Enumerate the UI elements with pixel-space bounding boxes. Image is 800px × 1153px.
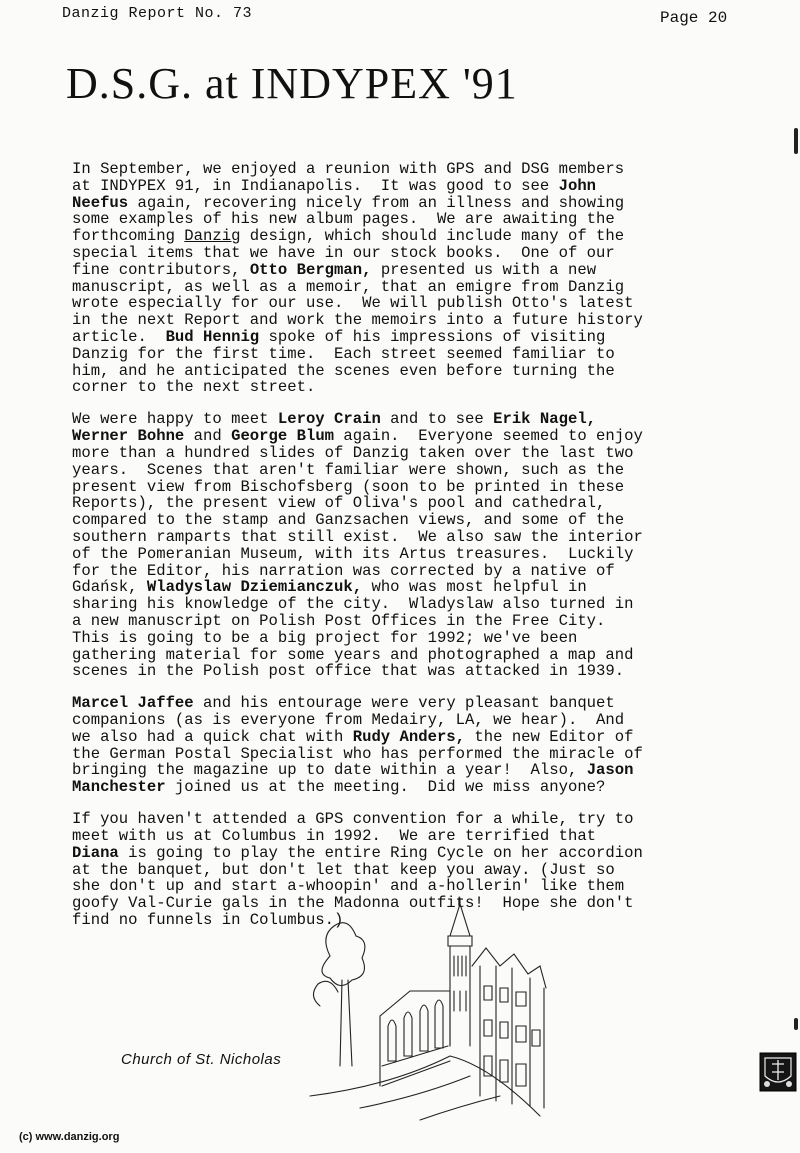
text-run: she don't up and start a-whoopin' and a-hollerin' like them (72, 877, 625, 896)
text-run: and to see (380, 410, 494, 429)
person-name: Manchester (72, 778, 166, 797)
text-line (72, 811, 732, 828)
underlined-term: Danzig (184, 227, 241, 246)
person-name: Leroy Crain (277, 410, 381, 429)
person-name: Otto Bergman, (249, 260, 372, 279)
text-line (72, 647, 732, 664)
text-run: at INDYPEX 91, in Indianapolis. It was good to see (72, 176, 559, 195)
person-name: Jason (586, 761, 634, 780)
text-line (72, 195, 732, 212)
text-run: southern ramparts that still exist. We also saw the interior (72, 527, 643, 546)
text-run: the German Postal Specialist who has performed the miracle of (72, 744, 643, 763)
text-run: bringing the magazine up to date within a year! Also, (72, 761, 587, 780)
text-run: presented us with a new (371, 260, 597, 279)
text-run: years. Scenes that aren't familiar were shown, such as the (72, 460, 625, 479)
text-line (72, 295, 732, 312)
text-line (72, 779, 732, 796)
danzig-seal-icon (759, 1052, 797, 1092)
person-name: Bud Hennig (165, 327, 260, 346)
article-title: D.S.G. at INDYPEX '91 (66, 59, 518, 108)
text-run: we also had a quick chat with (72, 727, 353, 746)
text-line (72, 579, 732, 596)
text-run: and his entourage were very pleasant banquet (193, 694, 615, 713)
text-run: design, which should include many of the (240, 227, 625, 246)
text-line (72, 228, 732, 245)
person-name: Marcel Jaffee (72, 694, 194, 713)
person-name: Erik Nagel, (493, 410, 597, 429)
text-run: fine contributors, (72, 260, 250, 279)
text-line (72, 245, 732, 262)
text-line (72, 512, 732, 529)
text-run: of the Pomeranian Museum, with its Artus treasures. Luckily (72, 544, 634, 563)
text-line (72, 630, 732, 647)
text-line (72, 746, 732, 763)
text-line (72, 712, 732, 729)
text-run: again. Everyone seemed to enjoy (334, 427, 643, 446)
text-run: goofy Val-Curie gals in the Madonna outfits! Hope she don't (72, 894, 634, 913)
text-line (72, 178, 732, 195)
text-line (72, 729, 732, 746)
copyright-footer: (c) www.danzig.org (19, 1131, 120, 1143)
text-line (72, 411, 732, 428)
text-run: Reports), the present view of Oliva's pool and cathedral, (72, 494, 606, 513)
text-line (72, 862, 732, 879)
person-name: Neefus (72, 193, 129, 212)
text-run: joined us at the meeting. Did we miss anyone? (165, 778, 606, 797)
text-run: Danzig for the first time. Each street seemed familiar to (72, 344, 615, 363)
text-run: special items that we have in our stock books. One of our (72, 243, 615, 262)
text-run: and (184, 427, 232, 446)
church-sketch-icon (300, 896, 550, 1124)
text-line (72, 312, 732, 329)
text-line (72, 695, 732, 712)
person-name: Wladyslaw Dziemianczuk, (146, 578, 363, 597)
person-name: George Blum (231, 427, 335, 446)
text-line (72, 663, 732, 680)
text-line (72, 279, 732, 296)
text-run: him, and he anticipated the scenes even before turning the (72, 361, 615, 380)
body-paragraph (72, 161, 732, 396)
text-run: Gdańsk, (72, 578, 147, 597)
text-run: sharing his knowledge of the city. Wladyslaw also turned in (72, 595, 634, 614)
text-run: at the banquet, but don't let that keep you away. (Just so (72, 860, 615, 879)
text-run: forthcoming (72, 227, 185, 246)
text-line (72, 445, 732, 462)
text-run: scenes in the Polish post office that was attacked in 1939. (72, 662, 625, 681)
text-run: If you haven't attended a GPS convention for a while, try to (72, 810, 634, 829)
text-line (72, 462, 732, 479)
person-name: John (558, 176, 597, 195)
text-run: who was most helpful in (362, 578, 587, 597)
text-run: We were happy to meet (72, 410, 278, 429)
text-run: wrote especially for our use. We will publish Otto's latest (72, 294, 634, 313)
text-line (72, 161, 732, 178)
scan-edge-mark (794, 128, 798, 154)
text-line (72, 563, 732, 580)
text-line (72, 379, 732, 396)
text-run: a new manuscript on Polish Post Offices in the Free City. (72, 611, 606, 630)
text-run: for the Editor, his narration was corrected by a native of (72, 561, 615, 580)
report-header: Danzig Report No. 73 (62, 5, 253, 22)
text-line (72, 828, 732, 845)
text-run: present view from Bischofsberg (soon to be printed in these (72, 477, 625, 496)
person-name: Werner Bohne (72, 427, 185, 446)
text-run: compared to the stamp and Ganzsachen views, and some of the (72, 511, 625, 530)
text-run: meet with us at Columbus in 1992. We are terrified that (72, 827, 597, 846)
text-run: in the next Report and work the memoirs into a future history (72, 311, 643, 330)
text-line (72, 878, 732, 895)
text-line (72, 596, 732, 613)
text-line (72, 613, 732, 630)
text-run: gathering material for some years and photographed a map and (72, 645, 634, 664)
body-paragraph (72, 411, 732, 680)
text-run: find no funnels in Columbus.) (72, 911, 344, 930)
text-line (72, 546, 732, 563)
text-line (72, 479, 732, 496)
text-run: the new Editor of (465, 727, 634, 746)
text-line (72, 363, 732, 380)
text-run: more than a hundred slides of Danzig taken over the last two (72, 443, 634, 462)
text-line (72, 529, 732, 546)
text-run: This is going to be a big project for 1992; we've been (72, 628, 578, 647)
body-paragraph (72, 695, 732, 796)
image-caption: Church of St. Nicholas (121, 1051, 282, 1068)
text-run: companions (as is everyone from Medairy, LA, we hear). And (72, 711, 625, 730)
text-run: manuscript, as well as a memoir, that an emigre from Danzig (72, 277, 625, 296)
text-line (72, 428, 732, 445)
page-number: Page 20 (660, 9, 728, 27)
person-name: Diana (72, 843, 119, 862)
text-run: In September, we enjoyed a reunion with GPS and DSG members (72, 160, 625, 178)
text-line (72, 762, 732, 779)
text-line (72, 329, 732, 346)
text-line (72, 495, 732, 512)
person-name: Rudy Anders, (352, 727, 466, 746)
text-run: again, recovering nicely from an illness and showing (128, 193, 625, 212)
text-line (72, 346, 732, 363)
article-body (72, 161, 732, 944)
text-line (72, 211, 732, 228)
text-line (72, 262, 732, 279)
scan-edge-mark (794, 1018, 798, 1030)
text-run: some examples of his new album pages. We are awaiting the (72, 210, 615, 229)
text-run: corner to the next street. (72, 378, 316, 397)
text-run: spoke of his impressions of visiting (259, 327, 606, 346)
text-run: is going to play the entire Ring Cycle on her accordion (118, 843, 643, 862)
text-run: article. (72, 327, 166, 346)
text-line (72, 845, 732, 862)
